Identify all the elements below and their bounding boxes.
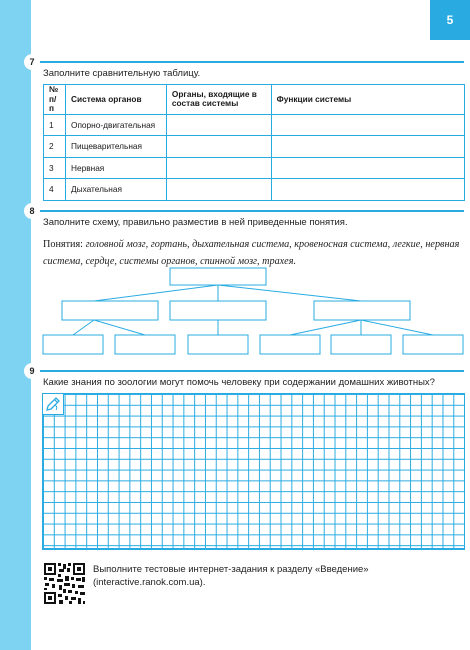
qr-code-icon[interactable] <box>43 562 86 605</box>
scheme-box-level3[interactable] <box>260 335 320 354</box>
row-number: 2 <box>44 136 66 158</box>
task9-question: Какие знания по зоологии могут помочь человеку при содержании домашних животных? <box>43 377 435 388</box>
header-number: № п/п <box>44 85 66 115</box>
task7-instruction: Заполните сравнительную таблицу. <box>43 68 201 79</box>
task7-number: 7 <box>24 54 40 70</box>
scheme-box-root[interactable] <box>170 268 266 285</box>
row-system: Нервная <box>65 157 166 179</box>
row-number: 4 <box>44 179 66 201</box>
row-system: Дыхательная <box>65 179 166 201</box>
task9-divider <box>36 370 464 372</box>
grid-bottom-line <box>42 549 465 550</box>
row-number: 3 <box>44 157 66 179</box>
connector-line <box>73 320 94 335</box>
row-number: 1 <box>44 114 66 136</box>
scheme-box-level2[interactable] <box>314 301 410 320</box>
scheme-box-level3[interactable] <box>188 335 248 354</box>
footer-note <box>93 563 369 589</box>
task9-number: 9 <box>24 363 40 379</box>
scheme-box-level3[interactable] <box>43 335 103 354</box>
scheme-box-level3[interactable] <box>331 335 391 354</box>
row-system: Пищеварительная <box>65 136 166 158</box>
footer-link[interactable]: (interactive.ranok.com.ua). <box>93 577 206 588</box>
connector-line <box>361 320 433 335</box>
connector-line <box>218 285 361 301</box>
connector-line <box>94 320 145 335</box>
header-organs: Органы, входящие в состав системы <box>166 85 271 115</box>
scheme-box-level3[interactable] <box>403 335 463 354</box>
connector-line <box>94 285 218 301</box>
pencil-icon <box>42 393 64 415</box>
header-functions: Функции системы <box>271 85 464 115</box>
row-system: Опорно-двигательная <box>65 114 166 136</box>
scheme-box-level3[interactable] <box>115 335 175 354</box>
task8-instruction: Заполните схему, правильно разместив в ней приведенные понятия. <box>43 217 348 228</box>
concepts-words: головной мозг, гортань, дыхательная система, кровеносная система, легкие, нервная система, сердце, системы органов, спинной мозг, трахея. <box>43 239 460 267</box>
footer-line-1: Выполните тестовые интернет-задания к разделу «Введение» <box>93 564 369 575</box>
scheme-box-level2[interactable] <box>170 301 266 320</box>
page-number: 5 <box>430 0 470 40</box>
connector-line <box>290 320 361 335</box>
header-system: Система органов <box>65 85 166 115</box>
concepts-label: Понятия: <box>43 239 84 250</box>
scheme-box-level2[interactable] <box>62 301 158 320</box>
answer-grid[interactable] <box>42 393 465 549</box>
task8-number: 8 <box>24 203 40 219</box>
